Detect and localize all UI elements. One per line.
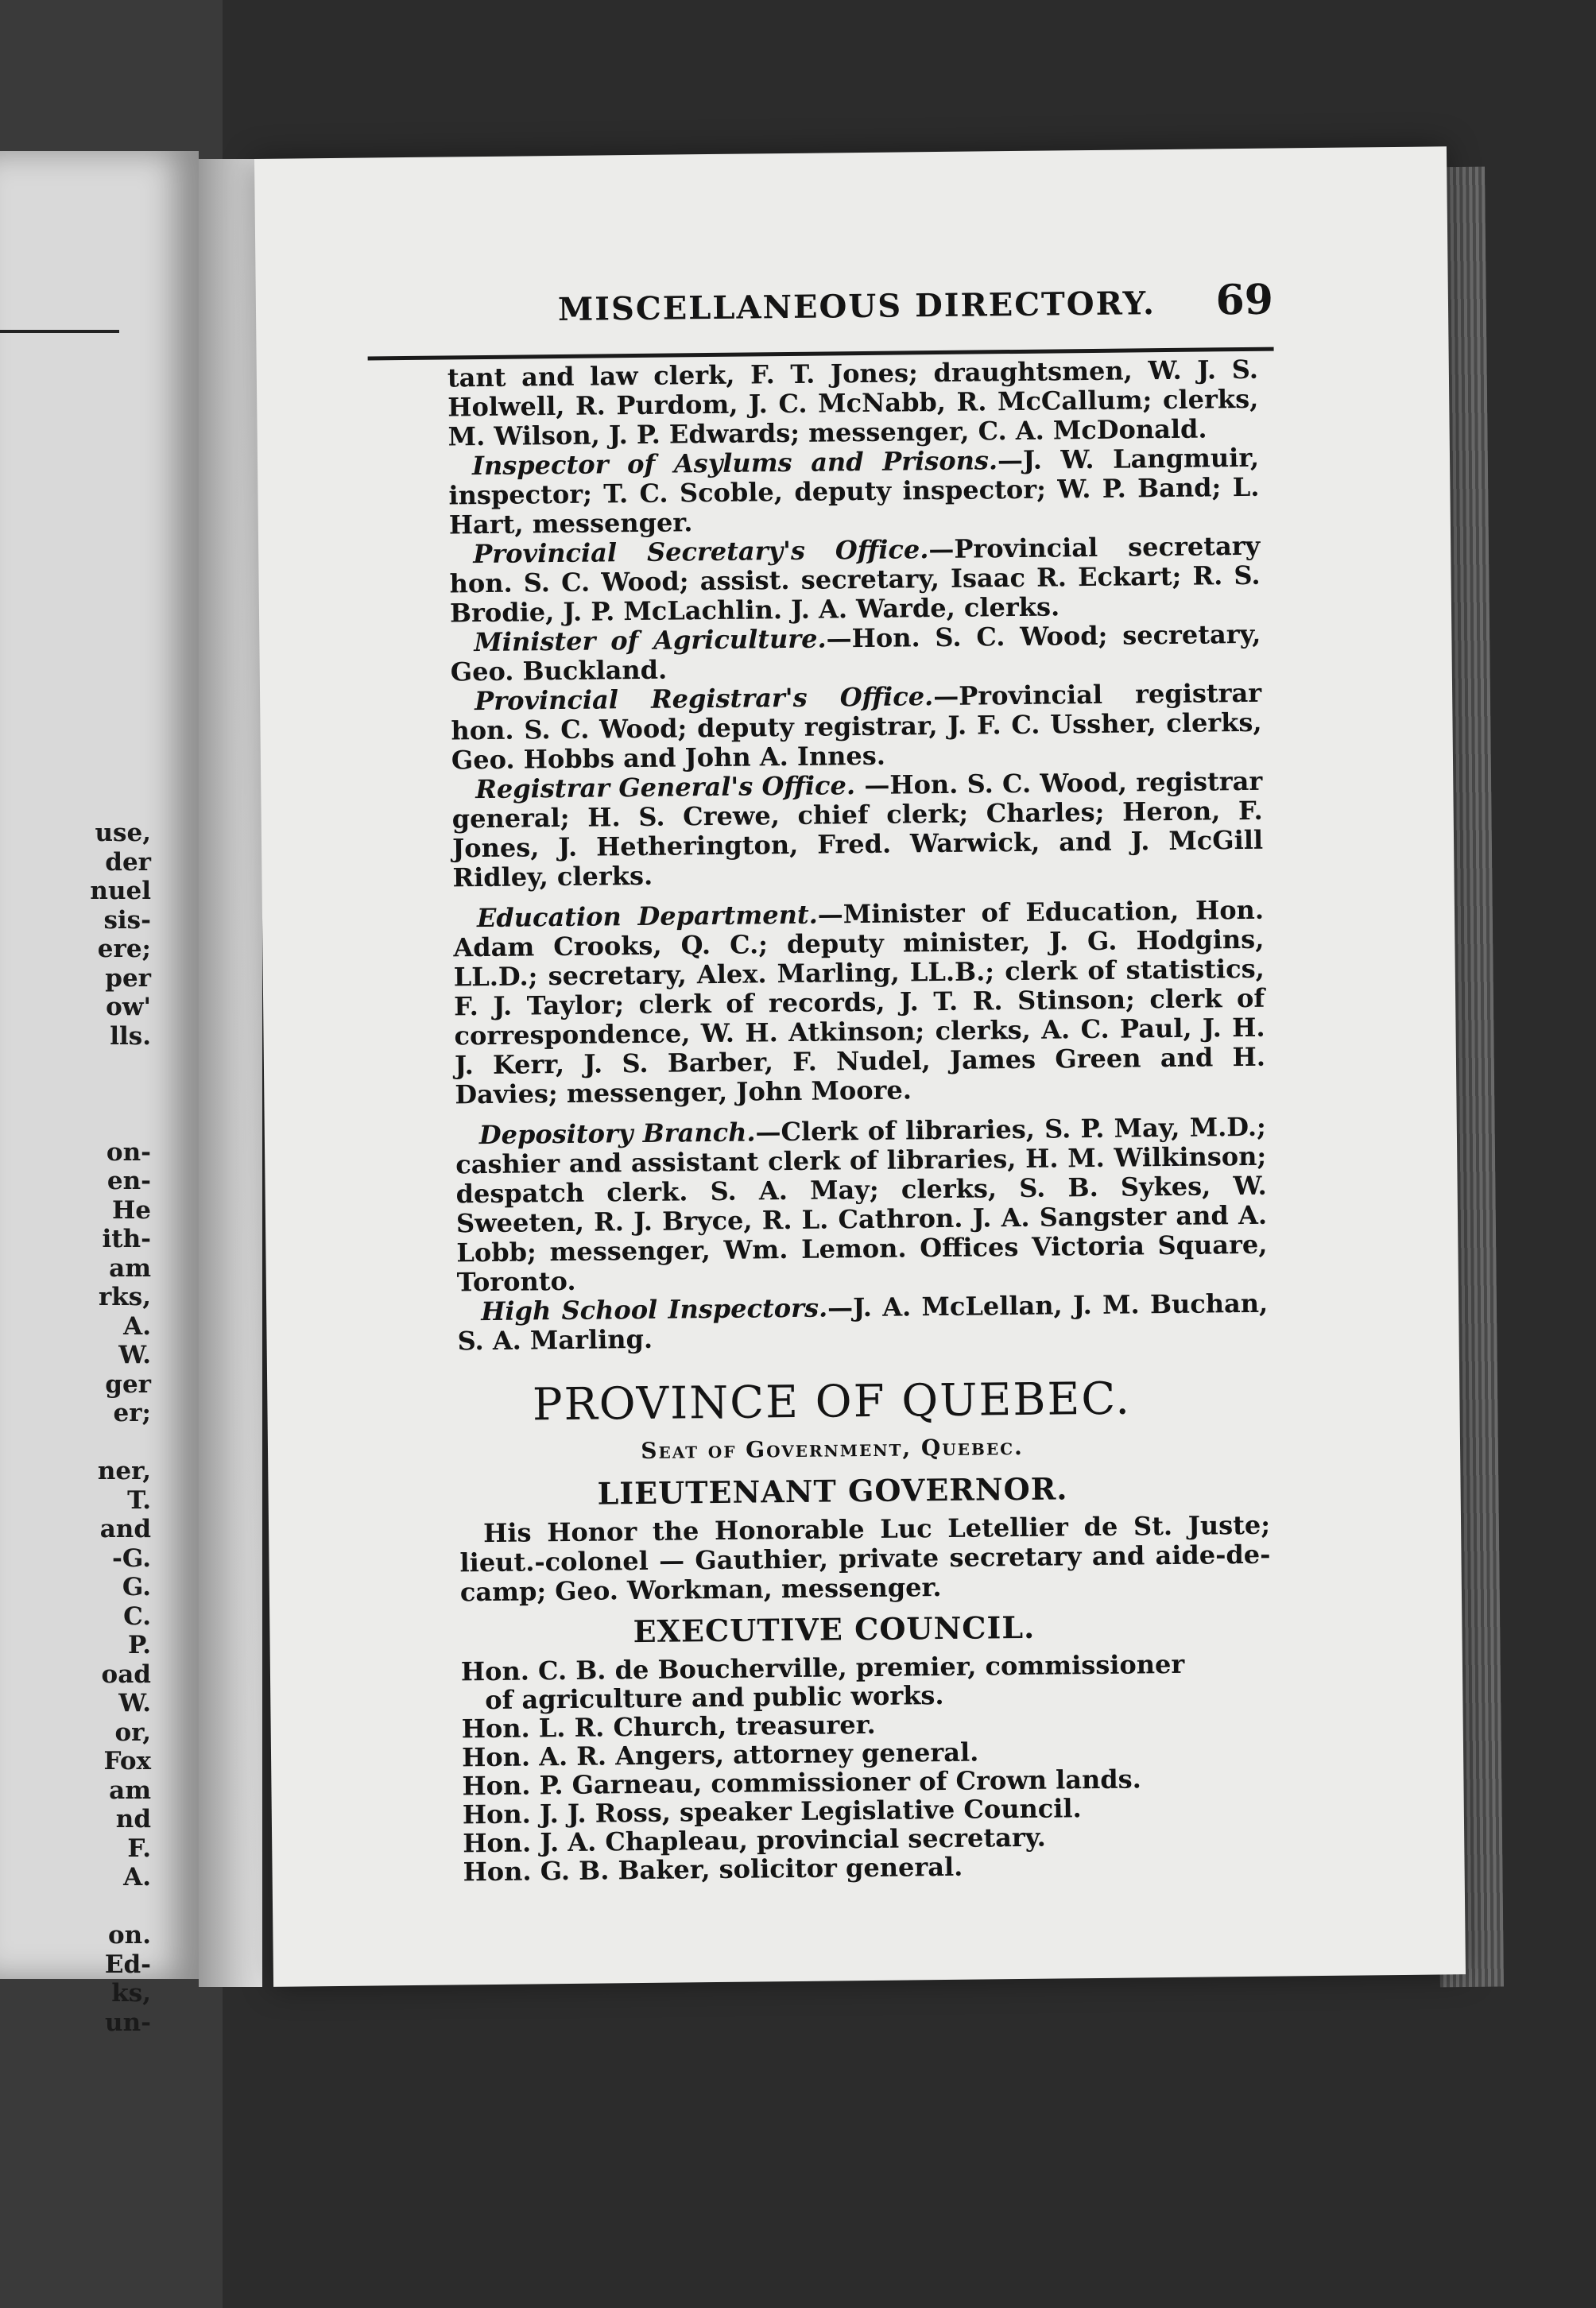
- directory-entry: [451, 679, 1262, 776]
- directory-entry: [457, 1289, 1269, 1357]
- council-member: Hon. L. R. Church, treasurer.: [461, 1709, 876, 1745]
- left-page-fragment: [32, 1428, 151, 1458]
- entry-text: —Hon. S. C. Wood; secretary, Geo. Buckland.: [450, 618, 1261, 687]
- left-page-fragment: W.: [118, 1689, 151, 1717]
- lieutenant-governor-text-block: [380, 1511, 1287, 1609]
- left-page-fragment: T.: [127, 1485, 151, 1515]
- left-page-rule: [0, 330, 119, 333]
- left-page-fragment: G.: [122, 1573, 151, 1601]
- left-page-fragment: un-: [105, 2008, 151, 2037]
- left-page-fragment: A.: [123, 1863, 151, 1892]
- directory-entry: [447, 355, 1259, 452]
- council-member: Hon. C. B. de Boucherville, premier, commissioner: [460, 1648, 1185, 1687]
- council-member: Hon. J. A. Chapleau, provincial secretary.: [463, 1822, 1046, 1859]
- left-page-fragment: oad: [101, 1659, 151, 1689]
- council-member: Hon. P. Garneau, commissioner of Crown lands.: [462, 1764, 1142, 1802]
- entry-heading: Provincial Secretary's Office.: [473, 534, 929, 570]
- left-page-fragment: rks,: [98, 1283, 151, 1311]
- left-page-fragment: sis-: [103, 905, 151, 935]
- left-page-fragment: en-: [107, 1167, 151, 1195]
- entry-text: —J. A. McLellan, J. M. Buchan, S. A. Marling.: [457, 1288, 1269, 1357]
- right-page: [254, 146, 1466, 1987]
- directory-entry: [449, 532, 1261, 629]
- entry-heading: Education Department.: [476, 899, 818, 934]
- left-page-fragment: nuel: [90, 877, 151, 905]
- left-page-fragment: ner,: [97, 1457, 151, 1485]
- left-page-fragment: [32, 1892, 151, 1922]
- left-page-fragment: W.: [118, 1341, 151, 1369]
- left-page-fragment: [32, 1109, 151, 1138]
- lieutenant-governor-heading: LIEUTENANT GOVERNOR.: [597, 1470, 1068, 1512]
- council-member: Hon. G. B. Baker, solicitor general.: [463, 1851, 963, 1888]
- left-page-fragment: ger: [105, 1369, 151, 1399]
- page-header: [367, 268, 1274, 365]
- page-number: 69: [1215, 275, 1274, 325]
- page-content: [367, 268, 1290, 1888]
- left-page-fragment: ith-: [102, 1225, 151, 1253]
- left-page-fragment: F.: [127, 1834, 151, 1863]
- left-page-fragment: P.: [128, 1631, 151, 1659]
- left-page-fragment: use,: [95, 819, 151, 847]
- seat-of-government: Seat of Government, Quebec.: [641, 1433, 1024, 1464]
- entry-text: —Provincial registrar hon. S. C. Wood; deputy registrar, J. F. C. Ussher, clerks, Geo. Hobbs and John A. Innes.: [451, 677, 1262, 776]
- entry-heading: High School Inspectors.: [481, 1292, 828, 1327]
- executive-council-heading: EXECUTIVE COUNCIL.: [633, 1609, 1036, 1650]
- lieutenant-governor-text: His Honor the Honorable Luc Letellier de St. Juste; lieut.-colonel — Gauthier, private secretary and aide-de-camp; Geo. Workman, messenger.: [459, 1509, 1271, 1608]
- entry-text: tant and law clerk, F. T. Jones; draughtsmen, W. J. S. Holwell, R. Purdom, J. C. McNabb, R. McCallum; clerks, M. Wilson, J. P. Edwards; messenger, C. A. McDonald.: [447, 354, 1259, 452]
- left-page-fragment: lls.: [110, 1021, 151, 1051]
- directory-entry: [451, 767, 1263, 893]
- left-page-fragment: and: [99, 1515, 151, 1543]
- left-page-fragment: Ed-: [104, 1950, 151, 1979]
- left-page-fragment: ere;: [97, 935, 151, 963]
- directory-entry: [448, 443, 1260, 540]
- council-member: of agriculture and public works.: [485, 1680, 944, 1716]
- left-page-fragment: Fox: [103, 1747, 151, 1776]
- left-page-fragment: He: [111, 1195, 151, 1225]
- entry-heading: Minister of Agriculture.: [474, 623, 827, 658]
- section-title-quebec: PROVINCE OF QUEBEC.: [532, 1373, 1132, 1431]
- council-member: Hon. J. J. Ross, speaker Legislative Council.: [462, 1793, 1082, 1830]
- left-page-fragment: [32, 1051, 151, 1080]
- executive-council-list: [382, 1648, 1290, 1887]
- left-page-fragment: der: [105, 847, 151, 877]
- directory-entry: [450, 620, 1261, 687]
- directory-entry: [455, 1113, 1268, 1298]
- left-page-fragment: on.: [107, 1921, 151, 1950]
- running-head: MISCELLANEOUS DIRECTORY.: [557, 285, 1156, 329]
- left-page-fragment: am: [109, 1776, 151, 1805]
- entry-text: —Provincial secretary hon. S. C. Wood; assist. secretary, Isaac R. Eckart; R. S. Brodie, J. P. McLachlin. J. A. Warde, clerks.: [449, 530, 1261, 629]
- entry-text: —J. W. Langmuir, inspector; T. C. Scoble, deputy inspector; W. P. Band; L. Hart, messenger.: [448, 442, 1260, 540]
- left-page-fragment: ow': [106, 993, 151, 1021]
- left-page-fragment: -G.: [111, 1543, 151, 1573]
- entry-heading: Inspector of Asylums and Prisons.: [471, 445, 998, 482]
- left-page: [0, 151, 199, 2037]
- left-page-fragment: am: [109, 1253, 151, 1283]
- left-page-text-fragments: [32, 819, 151, 2037]
- left-page-fragment: [32, 1080, 151, 1109]
- entry-text: —Clerk of libraries, S. P. May, M.D.; cashier and assistant clerk of libraries, H. M. Wilkinson; despatch clerk. S. A. May; clerks, S. B. Sykes, W. Sweeten, R. J. Bryce, R. L. Cathron. J. A. Sangster and A. Lobb; messenger, Wm. Lemon. Offices Victoria Square, Toronto.: [455, 1111, 1268, 1298]
- left-page-fragment: ks,: [111, 1979, 151, 2008]
- left-page-fragment: or,: [114, 1717, 151, 1747]
- left-page-fragment: per: [105, 963, 151, 993]
- left-page-fragment: er;: [113, 1399, 151, 1427]
- council-member: Hon. A. R. Angers, attorney general.: [461, 1737, 979, 1773]
- entry-heading: Depository Branch.: [478, 1117, 756, 1151]
- left-page-fragment: C.: [123, 1601, 151, 1631]
- directory-entry: [453, 896, 1266, 1110]
- entry-heading: Registrar General's Office.: [475, 770, 856, 805]
- entry-text: —Hon. S. C. Wood, registrar general; H. S. Crewe, chief clerk; Charles; Heron, F. Jones, J. Hetherington, Fred. Warwick, and J. McGill Ridley, clerks.: [451, 765, 1264, 893]
- entry-heading: Provincial Registrar's Office.: [474, 681, 934, 717]
- left-page-fragment: on-: [106, 1137, 151, 1167]
- entry-text: —Minister of Education, Hon. Adam Crooks, Q. C.; deputy minister, J. G. Hodgins, LL.D.; secretary, Alex. Marling, LL.B.; clerk of statistics, F. J. Taylor; clerk of records, J. T. R. Stinson; clerk of correspondence, W. H. Atkinson; clerks, A. C. Paul, J. H. J. Kerr, J. S. Barber, F. Nudel, James Green and H. Davies; messenger, John Moore.: [453, 894, 1266, 1110]
- ontario-directory-text: [368, 355, 1284, 1357]
- book-gutter: [199, 159, 262, 1987]
- left-page-fragment: nd: [115, 1805, 151, 1834]
- left-page-fragment: A.: [123, 1311, 151, 1341]
